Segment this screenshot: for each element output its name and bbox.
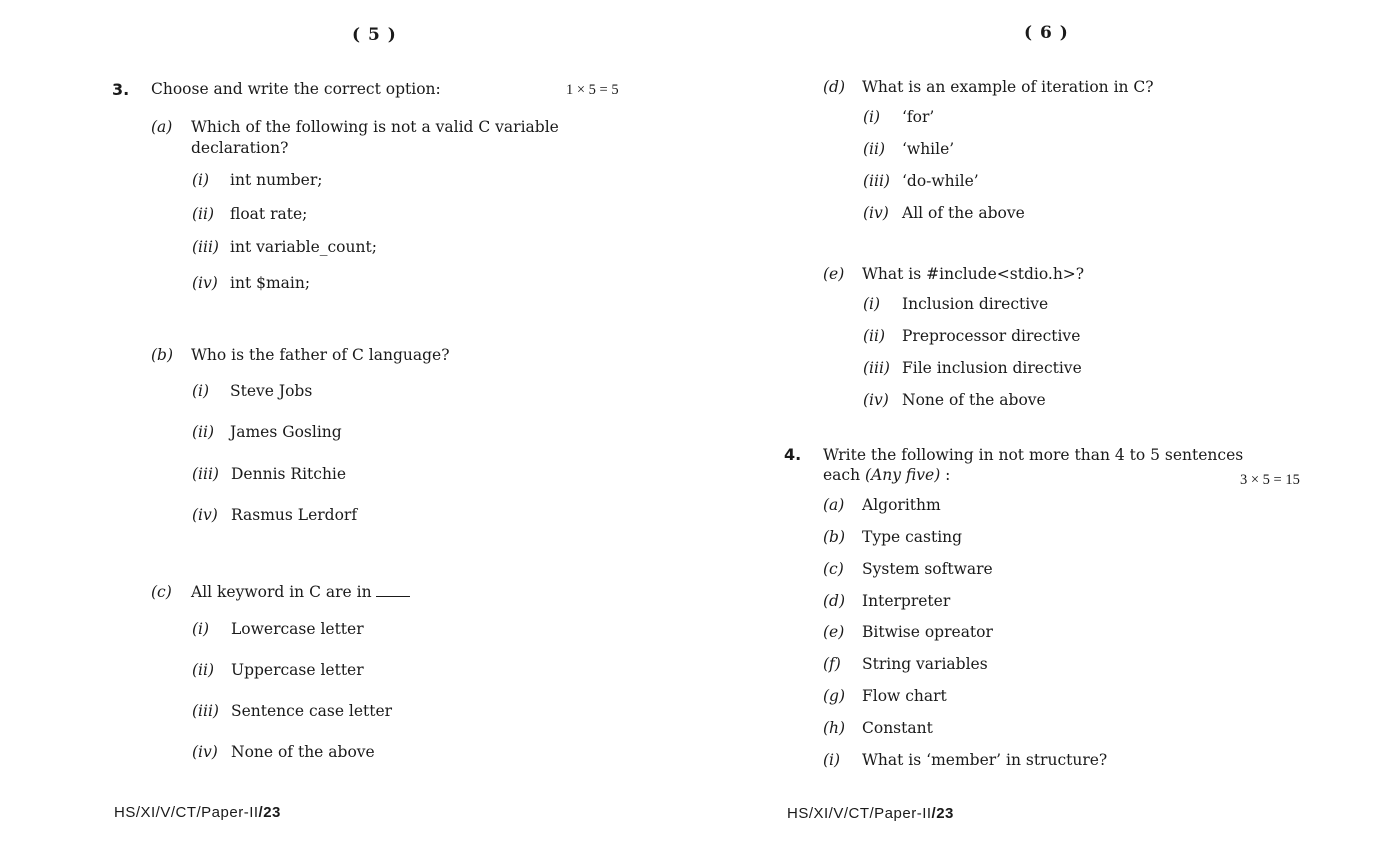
option-label: (ii)	[192, 205, 215, 223]
option-label: (iv)	[192, 506, 218, 524]
option-label: (iv)	[192, 274, 218, 292]
footer-paper-code: HS/XI/V/CT/Paper-II	[114, 804, 259, 821]
question-text-part: each	[823, 466, 866, 484]
question-text-italic: (Any five)	[865, 466, 941, 484]
question-number: 4.	[784, 445, 802, 464]
item-label: (c)	[823, 560, 844, 578]
option-label: (iii)	[192, 238, 219, 256]
option-text: Rasmus Lerdorf	[231, 506, 358, 524]
option-label: (iii)	[863, 359, 890, 377]
item-label: (f)	[823, 655, 841, 673]
question-text: Write the following in not more than 4 to 5 sentences	[823, 446, 1244, 464]
item-text: What is ‘member’ in structure?	[862, 751, 1108, 769]
option-label: (iv)	[863, 204, 889, 222]
question-text-part: :	[940, 466, 951, 484]
option-text: Preprocessor directive	[902, 327, 1081, 345]
subquestion-label: (a)	[151, 118, 173, 136]
option-text: ‘for’	[902, 108, 935, 126]
option-text: int $main;	[230, 274, 311, 292]
option-text: Steve Jobs	[230, 382, 313, 400]
option-text: Dennis Ritchie	[231, 465, 347, 483]
option-label: (ii)	[863, 327, 886, 345]
item-label: (d)	[823, 592, 846, 610]
subquestion-text: declaration?	[191, 139, 289, 157]
answer-blank	[376, 596, 410, 597]
subquestion-label: (e)	[823, 265, 845, 283]
option-text: int variable_count;	[230, 238, 377, 256]
option-label: (iii)	[192, 465, 219, 483]
page-number: ( 5 )	[352, 25, 397, 45]
subquestion-text: What is an example of iteration in C?	[862, 78, 1154, 96]
option-text: Inclusion directive	[902, 295, 1049, 313]
option-text: ‘while’	[902, 140, 955, 158]
item-label: (h)	[823, 719, 846, 737]
item-label: (e)	[823, 623, 845, 641]
item-label: (g)	[823, 687, 846, 705]
option-text: ‘do-while’	[902, 172, 979, 190]
subquestion-text-content: All keyword in C are in	[191, 583, 372, 601]
subquestion-label: (c)	[151, 583, 172, 601]
option-text: Sentence case letter	[231, 702, 393, 720]
option-label: (i)	[863, 295, 881, 313]
page-number: ( 6 )	[1024, 23, 1069, 43]
footer-code	[114, 804, 281, 821]
option-label: (iv)	[863, 391, 889, 409]
option-label: (ii)	[863, 140, 886, 158]
footer-year: /23	[931, 805, 954, 822]
option-label: (iv)	[192, 743, 218, 761]
option-label: (iii)	[192, 702, 219, 720]
question-text	[823, 466, 950, 484]
footer-year: /23	[258, 804, 281, 821]
item-text: Bitwise opreator	[862, 623, 993, 641]
question-text: Choose and write the correct option:	[151, 80, 441, 98]
option-label: (i)	[192, 171, 210, 189]
option-text: Lowercase letter	[231, 620, 364, 638]
subquestion-text: Which of the following is not a valid C variable	[191, 118, 559, 136]
item-label: (b)	[823, 528, 846, 546]
question-number: 3.	[112, 80, 130, 99]
option-text: None of the above	[902, 391, 1046, 409]
item-label: (a)	[823, 496, 845, 514]
item-text: Constant	[862, 719, 933, 737]
item-text: Type casting	[862, 528, 963, 546]
option-label: (ii)	[192, 423, 215, 441]
option-label: (iii)	[863, 172, 890, 190]
option-label: (ii)	[192, 661, 215, 679]
item-text: Algorithm	[862, 496, 941, 514]
subquestion-text	[191, 583, 410, 601]
footer-code	[787, 805, 954, 822]
footer-paper-code: HS/XI/V/CT/Paper-II	[787, 805, 932, 822]
subquestion-text: What is #include<stdio.h>?	[862, 265, 1085, 283]
item-text: Flow chart	[862, 687, 947, 705]
subquestion-label: (d)	[823, 78, 846, 96]
option-text: All of the above	[902, 204, 1025, 222]
option-text: float rate;	[230, 205, 308, 223]
marks-allocation: 3 × 5 = 15	[1240, 472, 1300, 488]
option-label: (i)	[192, 382, 210, 400]
option-label: (i)	[192, 620, 210, 638]
marks-allocation: 1 × 5 = 5	[566, 82, 619, 98]
option-label: (i)	[863, 108, 881, 126]
item-text: Interpreter	[862, 592, 951, 610]
option-text: Uppercase letter	[231, 661, 364, 679]
subquestion-text: Who is the father of C language?	[191, 346, 450, 364]
item-text: String variables	[862, 655, 988, 673]
item-label: (i)	[823, 751, 841, 769]
subquestion-label: (b)	[151, 346, 174, 364]
option-text: James Gosling	[230, 423, 342, 441]
item-text: System software	[862, 560, 993, 578]
option-text: int number;	[230, 171, 323, 189]
option-text: None of the above	[231, 743, 375, 761]
option-text: File inclusion directive	[902, 359, 1082, 377]
